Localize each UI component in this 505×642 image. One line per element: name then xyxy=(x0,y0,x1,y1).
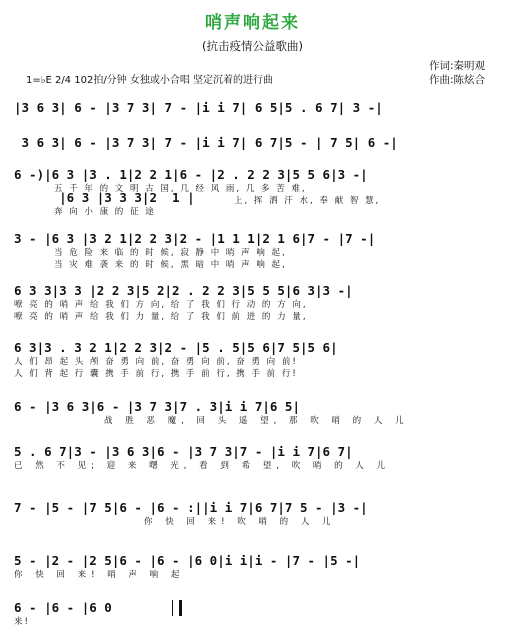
lyric-verse-1: 你 快 回 来! 吹 哨 的 人 儿 xyxy=(144,517,336,527)
lyric-verse-1: 来! xyxy=(14,617,30,627)
staff-line-9 xyxy=(14,444,494,472)
staff-line-10 xyxy=(14,500,494,528)
lyric-verse-1: 嘹 亮 的 哨 声 给 我 们 方 向, 给 了 我 们 行 动 的 方 向, xyxy=(14,300,308,310)
staff-line-5 xyxy=(14,231,494,271)
lyric-verse-1: 人 们 昂 起 头 颅 奋 勇 向 前, 奋 勇 向 前, 奋 勇 向 前! xyxy=(14,357,298,367)
lyric-verse-1: 已 然 不 见; 迎 来 曙 光, 看 到 希 望, 吹 哨 的 人 儿 xyxy=(14,461,390,471)
notation-line: 5 . 6 7|3 - |3 6 3|6 - |3 7 3|7 - |i i 7|6 7| xyxy=(14,444,353,459)
song-title: 哨声响起来 xyxy=(205,13,300,33)
staff-line-1 xyxy=(14,100,494,116)
notation-line: 3 6 3| 6 - |3 7 3| 7 - |i i 7| 6 7|5 - | 7 5| 6 -| xyxy=(14,135,398,150)
notation-line: 6 3|3 . 3 2 1|2 2 3|2 - |5 . 5|5 6|7 5|5 6| xyxy=(14,340,338,355)
staff-line-12 xyxy=(14,600,494,628)
notation-line: |3 6 3| 6 - |3 7 3| 7 - |i i 7| 6 5|5 . 6 7| 3 -| xyxy=(14,100,383,115)
lyric-verse-1: 五 千 年 的 文 明 古 国, 几 经 风 雨, 几 多 苦 难, xyxy=(54,184,307,194)
lyric-verse-2: 嘹 亮 的 哨 声 给 我 们 力 量, 给 了 我 们 前 进 的 力 量, xyxy=(14,312,308,322)
lyric-verse-2: 奔 向 小 康 的 征 途 xyxy=(54,207,156,217)
notation-line: 6 -)|6 3 |3 . 1|2 2 1|6 - |2 . 2 2 3|5 5 6|3 -| xyxy=(14,167,368,182)
staff-line-4 xyxy=(14,190,494,218)
staff-line-8 xyxy=(14,399,494,427)
notation-line: 6 3 3|3 3 |2 2 3|5 2|2 . 2 2 3|5 5 5|6 3|3 -| xyxy=(14,283,353,298)
lyric-verse-1: 当 危 险 来 临 的 时 候, 寂 静 中 哨 声 响 起, xyxy=(54,248,287,258)
lyric-verse-2: 上, 挥 洒 汗 水, 奉 献 智 慧, xyxy=(234,196,381,206)
notation-line: 5 - |2 - |2 5|6 - |6 - |6 0|i i|i - |7 - |5 -| xyxy=(14,553,361,568)
staff-line-7 xyxy=(14,340,494,380)
song-subtitle: (抗击疫情公益歌曲) xyxy=(202,39,303,53)
lyric-verse-2: 当 灾 难 袭 来 的 时 候, 黑 暗 中 哨 声 响 起, xyxy=(54,260,287,270)
notation-line: 7 - |5 - |7 5|6 - |6 - :||i i 7|6 7|7 5 - |3 -| xyxy=(14,500,368,515)
staff-line-2 xyxy=(14,135,494,151)
staff-line-6 xyxy=(14,283,494,323)
key-tempo-line: 1=♭E 2/4 102拍/分钟 女独或小合唱 坚定沉着的进行曲 xyxy=(26,75,274,86)
composer-credit: 作曲:陈炫合 xyxy=(428,74,485,86)
notation-line: 6 - |6 - |6 0 xyxy=(14,600,112,615)
staff-line-11 xyxy=(14,553,494,581)
lyricist-credit: 作词:秦明观 xyxy=(428,60,485,72)
notation-line: |6 3 |3 3 3|2 1 | xyxy=(14,190,195,205)
notation-line: 3 - |6 3 |3 2 1|2 2 3|2 - |1 1 1|2 1 6|7 - |7 -| xyxy=(14,231,376,246)
lyric-verse-1: 你 快 回 来! 哨 声 响 起 xyxy=(14,570,185,580)
final-barline-icon xyxy=(172,600,182,616)
lyric-verse-2: 人 们 背 起 行 囊 携 手 前 行, 携 手 前 行, 携 手 前 行! xyxy=(14,369,298,379)
lyric-verse-1: 战 胜 恶 魔, 回 头 遥 望, 那 吹 哨 的 人 儿 xyxy=(104,416,409,426)
notation-line: 6 - |3 6 3|6 - |3 7 3|7 . 3|i i 7|6 5| xyxy=(14,399,300,414)
